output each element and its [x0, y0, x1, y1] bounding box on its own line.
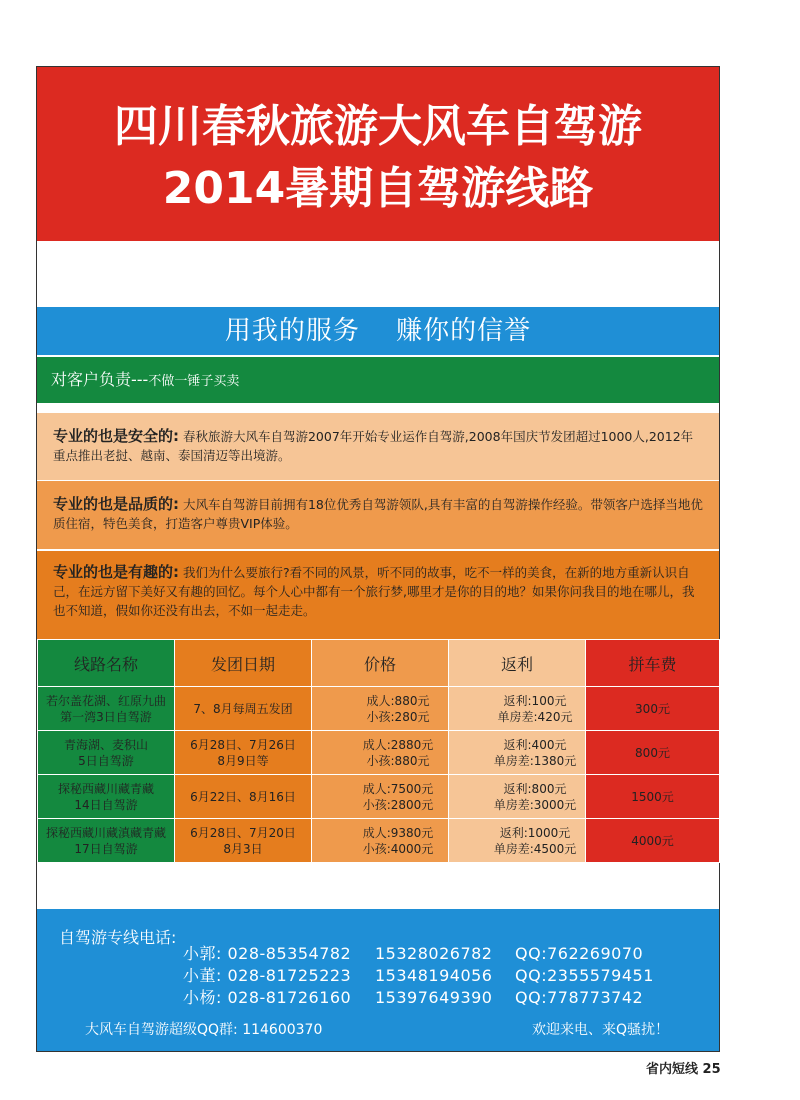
- price-cell: [312, 819, 449, 863]
- price-adult: 成人:7500元: [362, 781, 434, 796]
- welcome-note: 欢迎来电、来Q骚扰！: [531, 1022, 669, 1038]
- rebate-amount: 返利:100元: [503, 693, 567, 708]
- contact-name-phone: 小杨: 028-81726160: [183, 988, 352, 1007]
- feature-heading: 专业的也是品质的:: [53, 495, 179, 513]
- route-name-line2: 5日自驾游: [78, 753, 134, 768]
- price-child: 小孩:880元: [366, 753, 430, 768]
- route-name-line1: 青海湖、麦积山: [63, 737, 148, 752]
- fee-cell: 300元: [586, 687, 720, 731]
- date-cell: [175, 775, 312, 819]
- rebate-cell: [449, 687, 586, 731]
- contact-name-phone: 小郭: 028-85354782: [183, 944, 352, 963]
- contact-qq: QQ:778773742: [515, 988, 644, 1007]
- header-carpool-fee: 拼车费: [586, 640, 720, 687]
- route-name-line2: 第一湾3日自驾游: [60, 709, 152, 724]
- feature-band-fun: [37, 551, 719, 639]
- date-line2: 8月3日: [223, 841, 263, 856]
- feature-band-safety: [37, 413, 719, 480]
- date-line1: 6月28日、7月20日: [190, 825, 296, 840]
- price-adult: 成人:880元: [366, 693, 430, 708]
- route-name-line1: 探秘西藏川藏青藏: [57, 781, 154, 796]
- hotline-title: 自驾游专线电话:: [59, 928, 177, 947]
- fee-cell: 800元: [586, 731, 720, 775]
- contact-mobile: 15397649390: [375, 988, 493, 1007]
- route-name-line1: 探秘西藏川藏滇藏青藏: [45, 825, 166, 840]
- date-line2: 8月9日等: [217, 753, 269, 768]
- contact-row: [183, 985, 643, 1008]
- price-child: 小孩:4000元: [362, 841, 434, 856]
- price-cell: [312, 731, 449, 775]
- header-rebate: 返利: [449, 640, 586, 687]
- rebate-cell: [449, 819, 586, 863]
- price-adult: 成人:2880元: [362, 737, 434, 752]
- hero-banner: [37, 67, 719, 241]
- feature-band-quality: [37, 481, 719, 549]
- tagline-main: 对客户负责---: [51, 370, 149, 389]
- rebate-cell: [449, 775, 586, 819]
- qq-group: 大风车自驾游超级QQ群: 114600370: [85, 1022, 323, 1038]
- contact-row: [183, 941, 643, 964]
- rebate-amount: 返利:400元: [503, 737, 567, 752]
- feature-text: 大风车自驾游目前拥有18位优秀自驾游领队,具有丰富的自驾游操作经验。带领客户选择当地优质住宿，特色美食，打造客户尊贵VIP体验。: [53, 497, 703, 531]
- table-header-row: [38, 640, 720, 687]
- feature-text: 春秋旅游大风车自驾游2007年开始专业运作自驾游,2008年国庆节发团超过1000人,2012年重点推出老挝、越南、泰国清迈等出境游。: [53, 429, 694, 463]
- route-name-cell: [38, 687, 175, 731]
- routes-table: [37, 639, 720, 863]
- route-name-cell: [38, 731, 175, 775]
- rebate-cell: [449, 731, 586, 775]
- contact-row: [183, 963, 654, 986]
- contact-qq: QQ:2355579451: [515, 966, 654, 985]
- tagline-bar: [37, 357, 719, 403]
- rebate-amount: 返利:1000元: [499, 825, 571, 840]
- table-row: [38, 731, 720, 775]
- route-name-line2: 17日自驾游: [74, 841, 138, 856]
- contact-qq: QQ:762269070: [515, 944, 644, 963]
- hero-title-line1: 四川春秋旅游大风车自驾游: [114, 101, 642, 152]
- date-line1: 7、8月每周五发团: [193, 701, 293, 716]
- route-name-cell: [38, 775, 175, 819]
- single-room-supplement: 单房差:3000元: [493, 797, 577, 812]
- date-line1: 6月22日、8月16日: [190, 789, 296, 804]
- single-room-supplement: 单房差:420元: [497, 709, 573, 724]
- contact-mobile: 15348194056: [375, 966, 493, 985]
- header-price: 价格: [312, 640, 449, 687]
- price-child: 小孩:2800元: [362, 797, 434, 812]
- hero-title-line2: 2014暑期自驾游线路: [162, 163, 594, 214]
- table-row: [38, 819, 720, 863]
- single-room-supplement: 单房差:4500元: [493, 841, 577, 856]
- rebate-amount: 返利:800元: [503, 781, 567, 796]
- slogan-bar: 用我的服务 赚你的信誉: [37, 307, 719, 355]
- route-name-line2: 14日自驾游: [74, 797, 138, 812]
- price-cell: [312, 687, 449, 731]
- contact-mobile: 15328026782: [375, 944, 493, 963]
- tagline-sub: 不做一锤子买卖: [148, 374, 240, 389]
- price-adult: 成人:9380元: [362, 825, 434, 840]
- page-number-label: 省内短线 25: [646, 1062, 721, 1077]
- contact-panel: [37, 909, 719, 1051]
- header-route: 线路名称: [38, 640, 175, 687]
- date-cell: [175, 687, 312, 731]
- table-row: [38, 687, 720, 731]
- route-name-cell: [38, 819, 175, 863]
- feature-text: 我们为什么要旅行?看不同的风景，听不同的故事，吃不一样的美食，在新的地方重新认识自己，在远方留下美好又有趣的回忆。每个人心中都有一个旅行梦,哪里才是你的目的地？如果你问我目的地在哪儿，我也不知道，假如你还没有出去，不如一起走走。: [53, 565, 695, 618]
- date-cell: [175, 819, 312, 863]
- fee-cell: 4000元: [586, 819, 720, 863]
- feature-heading: 专业的也是有趣的:: [53, 563, 179, 581]
- fee-cell: 1500元: [586, 775, 720, 819]
- route-name-line1: 若尔盖花湖、红原九曲: [45, 693, 166, 708]
- table-row: [38, 775, 720, 819]
- price-child: 小孩:280元: [366, 709, 430, 724]
- poster-frame: [36, 66, 720, 1052]
- feature-heading: 专业的也是安全的:: [53, 427, 179, 445]
- single-room-supplement: 单房差:1380元: [493, 753, 577, 768]
- price-cell: [312, 775, 449, 819]
- header-date: 发团日期: [175, 640, 312, 687]
- date-cell: [175, 731, 312, 775]
- date-line1: 6月28日、7月26日: [190, 737, 296, 752]
- contact-name-phone: 小董: 028-81725223: [183, 966, 352, 985]
